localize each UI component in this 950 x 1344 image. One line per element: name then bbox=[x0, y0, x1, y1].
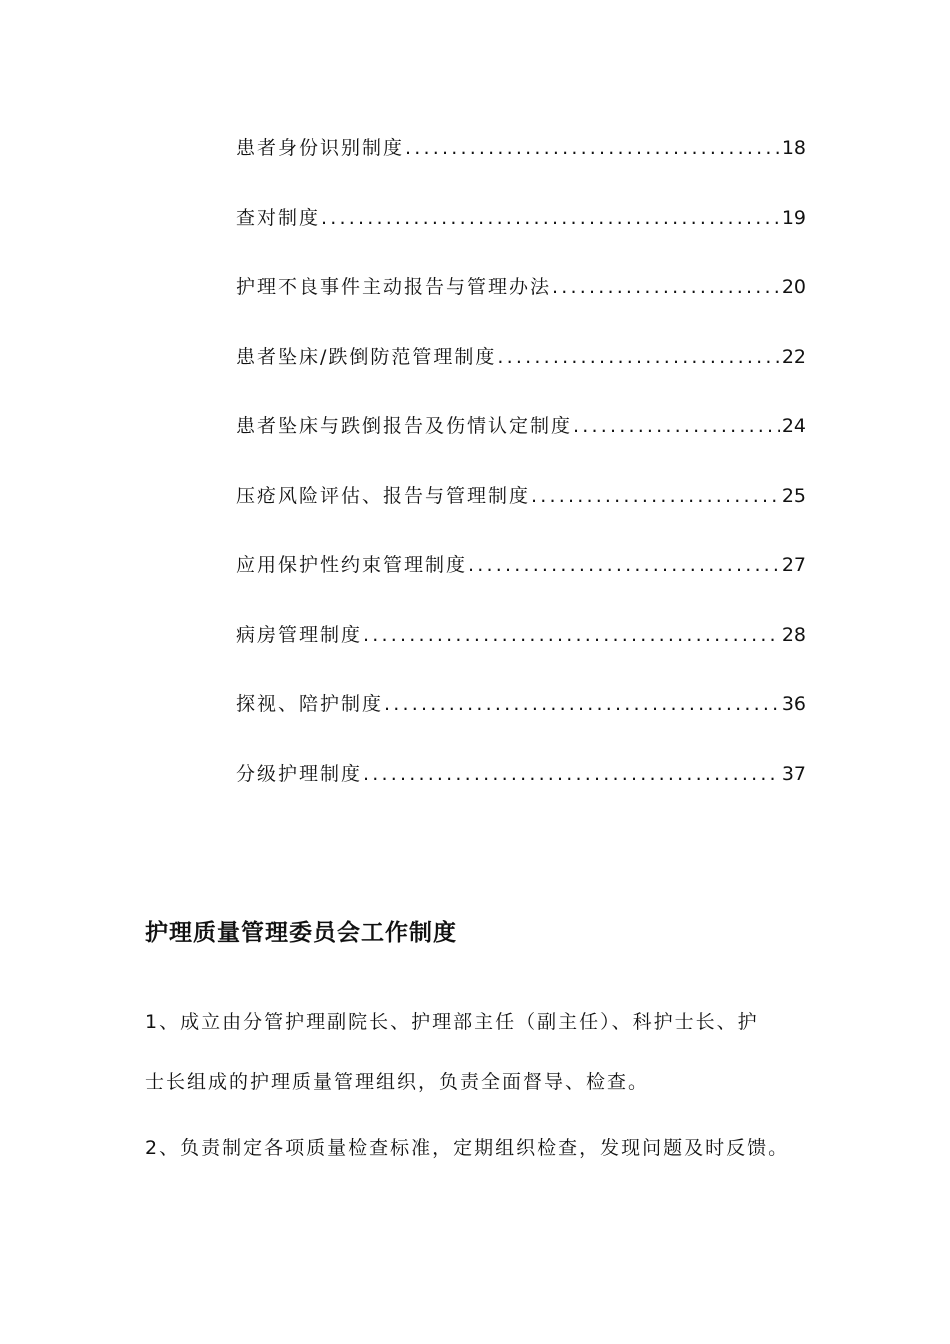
paragraph-1-line-2: 士长组成的护理质量管理组织，负责全面督导、检查。 bbox=[145, 1071, 650, 1093]
toc-entry-page: 28 bbox=[781, 623, 806, 646]
toc-dot-leader bbox=[531, 485, 780, 507]
toc-entry-page: 18 bbox=[781, 137, 806, 159]
toc-entry-page: 22 bbox=[781, 345, 806, 368]
toc-entry-page: 25 bbox=[781, 484, 806, 507]
toc-entry[interactable] bbox=[236, 759, 806, 829]
toc-dot-leader bbox=[405, 137, 780, 159]
toc-entry[interactable] bbox=[236, 411, 806, 481]
toc-dot-leader bbox=[363, 763, 780, 785]
toc-entry[interactable] bbox=[236, 550, 806, 620]
toc-entry-title: 应用保护性约束管理制度 bbox=[236, 554, 468, 576]
toc-dot-leader bbox=[363, 624, 780, 646]
paragraph-1-line-1: 1、成立由分管护理副院长、护理部主任（副主任）、科护士长、护 bbox=[145, 1011, 759, 1033]
toc-dot-leader bbox=[552, 276, 780, 298]
toc-entry-title: 患者坠床与跌倒报告及伤情认定制度 bbox=[236, 415, 573, 437]
toc-entry[interactable] bbox=[236, 272, 806, 342]
toc-entry-title: 患者坠床/跌倒防范管理制度 bbox=[236, 345, 497, 368]
toc-entry[interactable] bbox=[236, 620, 806, 690]
toc-entry-page: 20 bbox=[781, 276, 806, 298]
toc-dot-leader bbox=[573, 415, 780, 437]
toc-entry-page: 27 bbox=[781, 554, 806, 576]
toc-dot-leader bbox=[321, 207, 780, 229]
toc-dot-leader bbox=[468, 554, 780, 576]
toc-entry-title: 分级护理制度 bbox=[236, 762, 363, 785]
toc-entry-title: 患者身份识别制度 bbox=[236, 137, 405, 159]
toc-entry[interactable] bbox=[236, 689, 806, 759]
toc-entry-page: 37 bbox=[781, 762, 806, 785]
toc-entry[interactable] bbox=[236, 133, 806, 203]
paragraph-2: 2、负责制定各项质量检查标准，定期组织检查，发现问题及时反馈。 bbox=[145, 1137, 790, 1159]
toc-entry[interactable] bbox=[236, 481, 806, 551]
toc-entry-title: 探视、陪护制度 bbox=[236, 693, 384, 715]
section-heading: 护理质量管理委员会工作制度 bbox=[145, 920, 457, 946]
toc-entry-title: 压疮风险评估、报告与管理制度 bbox=[236, 484, 531, 507]
toc-entry-page: 19 bbox=[781, 206, 806, 229]
toc-entry-page: 24 bbox=[781, 415, 806, 437]
toc-entry-page: 36 bbox=[781, 693, 806, 715]
toc-dot-leader bbox=[384, 693, 780, 715]
toc-entry[interactable] bbox=[236, 203, 806, 273]
toc-entry-title: 病房管理制度 bbox=[236, 623, 363, 646]
paragraph-1 bbox=[145, 992, 825, 1112]
toc-entry-title: 护理不良事件主动报告与管理办法 bbox=[236, 276, 552, 298]
toc-entry[interactable] bbox=[236, 342, 806, 412]
toc-entry-title: 查对制度 bbox=[236, 206, 321, 229]
toc-dot-leader bbox=[497, 346, 779, 368]
table-of-contents bbox=[236, 133, 806, 828]
